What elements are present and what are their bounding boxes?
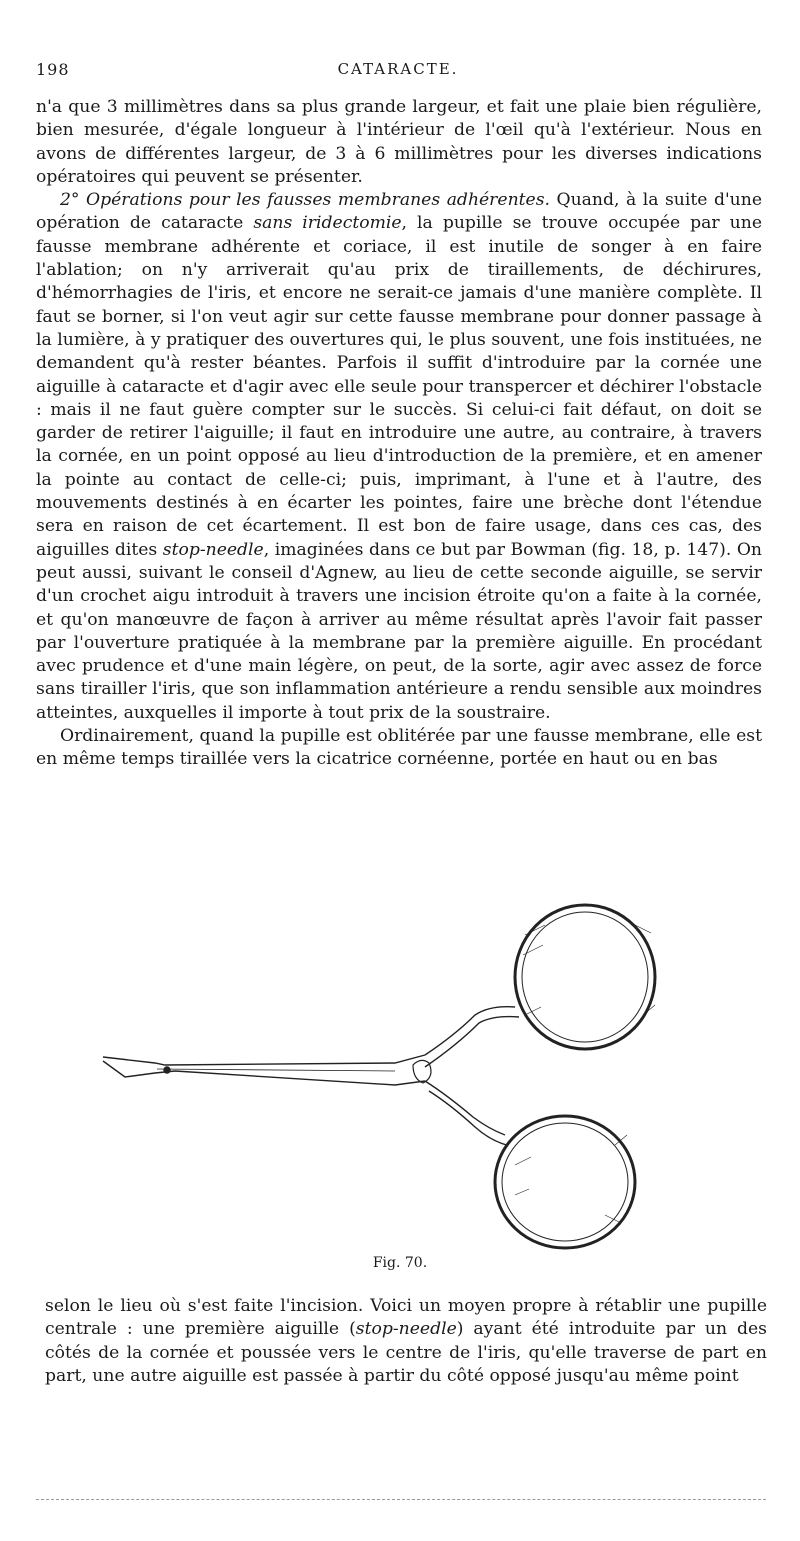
page-header	[36, 60, 760, 86]
page-number: 198	[36, 60, 70, 79]
paragraph-4	[45, 1295, 767, 1388]
text-block-bottom	[45, 1295, 767, 1388]
paragraph-4-italic: stop-needle	[355, 1319, 457, 1340]
scissors-shank-lower	[425, 1081, 505, 1135]
text-block-top	[36, 96, 762, 772]
scissors-ring-lower	[495, 1116, 635, 1248]
running-title: CATARACTE.	[337, 60, 459, 78]
paragraph-4-text-a: selon le lieu où s'est faite l'incision. Voici un moyen propre à rétablir une pupille centrale : une première aiguille (	[45, 1296, 767, 1340]
paragraph-2-text-a: Quand, à la suite d'une opération de cataracte	[36, 190, 762, 234]
section-heading: 2° Opérations pour les fausses membranes adhérentes.	[60, 190, 550, 211]
paragraph-1: n'a que 3 millimètres dans sa plus grande largeur, et fait une plaie bien régulière, bien mesurée, d'égale longueur à l'intérieur de l'œil qu'à l'extérieur. Nous en avons de différentes largeur, de 3 à 6 millimètres pour les diverses indications opératoires qui peuvent se présenter.	[36, 97, 762, 187]
paragraph-2	[36, 189, 762, 725]
paragraph-3: Ordinairement, quand la pupille est oblitérée par une fausse membrane, elle est en même temps tiraillée vers la cicatrice cornéenne, portée en haut ou en bas	[36, 726, 762, 770]
paragraph-2-italic-b: stop-needle	[162, 539, 264, 560]
paragraph-2-italic-a: sans iridectomie	[253, 213, 402, 234]
scissors-figure	[95, 895, 725, 1260]
scissors-ring-upper	[515, 905, 655, 1049]
paragraph-4-text-b: ) ayant été introduite par un des côtés de la cornée et poussée vers le centre de l'iris, qu'elle traverse de part en part, une autre aiguille est passée à partir du côté opposé jusqu'au même point	[45, 1319, 767, 1386]
figure-caption: Fig. 70.	[372, 1255, 428, 1271]
paragraph-2-text-b: , la pupille se trouve occupée par une fausse membrane adhérente et coriace, il est inutile de songer à en faire l'ablation; on n'y arriverait qu'au prix de tiraillements, de déchirures, d'hémorrhagies de l'iris, et encore ne serait-ce jamais d'une manière complète. Il faut se borner, si l'on veut agir sur cette fausse membrane pour donner passage à la lumière, à y pratiquer des ouvertures qui, le plus souvent, une fois instituées, ne demandent qu'à rester béantes. Parfois il suffit d'introduire par la cornée une aiguille à cataracte et d'agir avec elle seule pour transpercer et déchirer l'obstacle : mais il ne faut guère compter sur le succès. Si celui-ci fait défaut, on doit se garder de retirer l'aiguille; il faut en introduire une autre, au contraire, à travers la cornée, en un point opposé au lieu d'introduction de la première, et en amener la pointe au contact de celle-ci; puis, imprimant, à l'une et à l'autre, des mouvements destinés à en écarter les pointes, faire une brèche dont l'étendue sera en raison de cet écartement. Il est bon de faire usage, dans ces cas, des aiguilles dites	[36, 213, 762, 560]
paragraph-2-text-c: , imaginées dans ce but par Bowman (fig. 18, p. 147). On peut aussi, suivant le conseil d'Agnew, au lieu de cette seconde aiguille, se servir d'un crochet aigu introduit à travers une incision étroite qu'on a faite à la cornée, et qu'on manœuvre de façon à arriver au même résultat après l'avoir fait passer par l'ouverture pratiquée à la membrane par la première aiguille. En procédant avec prudence et d'une main légère, on peut, de la sorte, agir avec assez de force sans tirailler l'iris, que son inflammation antérieure a rendu sensible aux moindres atteintes, auxquelles il importe à tout prix de la soustraire.	[36, 539, 762, 723]
scissors-blade-upper	[103, 1055, 425, 1065]
bottom-rule	[36, 1499, 766, 1500]
